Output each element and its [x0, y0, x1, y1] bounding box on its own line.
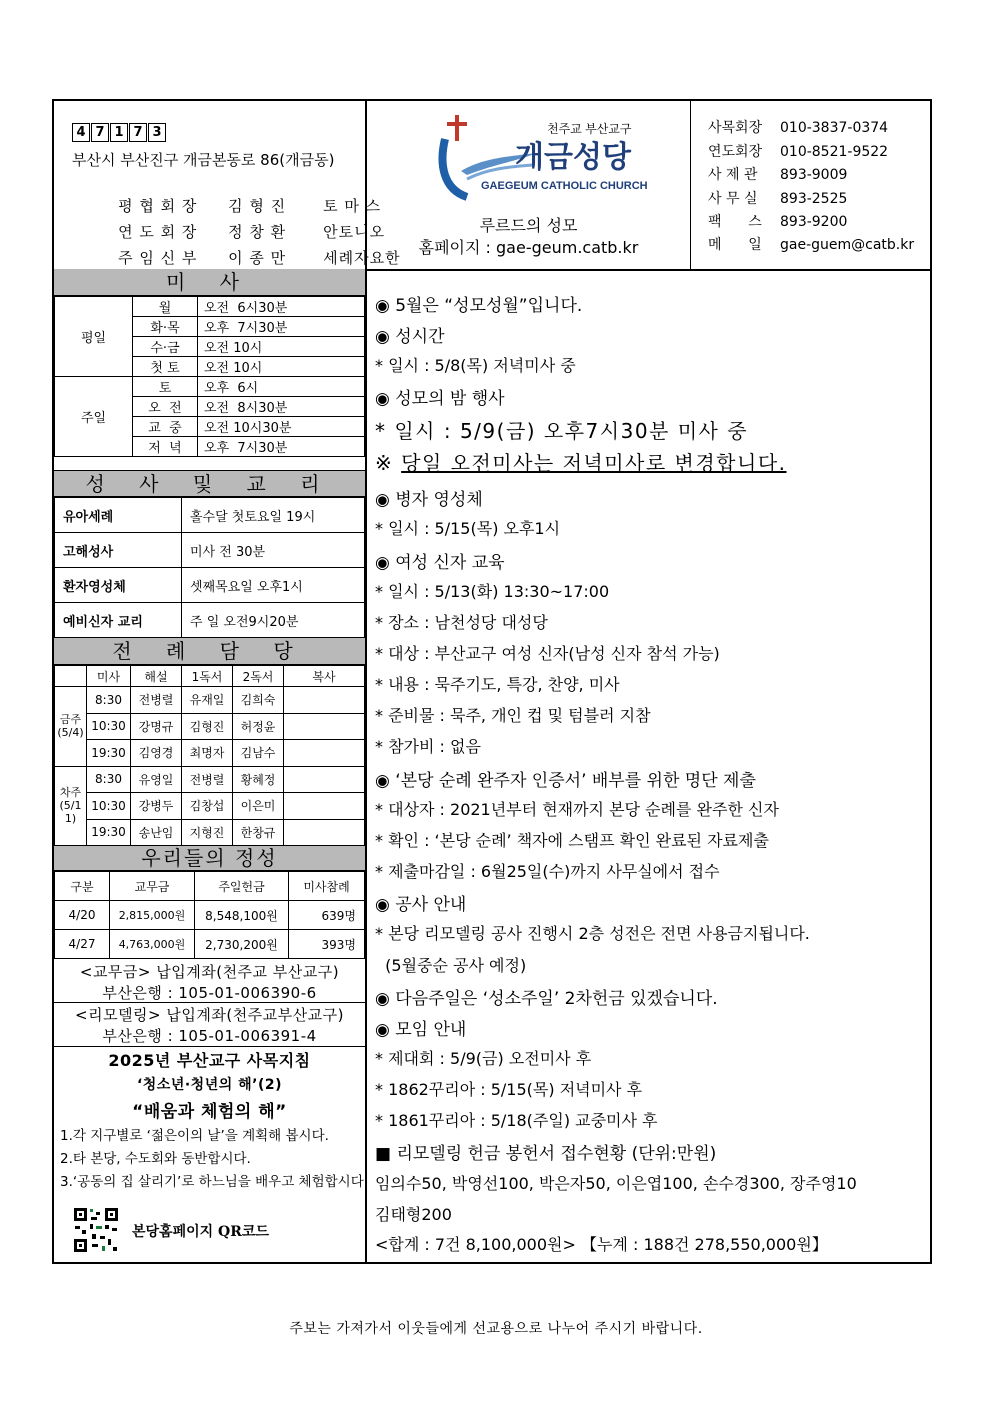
- notice-item: * 대상 : 부산교구 여성 신자(남성 신자 참석 가능): [375, 644, 720, 663]
- notice-item: * 장소 : 남천성당 대성당: [375, 613, 548, 632]
- staff-row: 평 협 회 장 김 형 진 토 마 스: [118, 197, 382, 215]
- table-row: 4/20 2,815,000원 8,548,100원 639명: [55, 901, 365, 930]
- notice-item: * 1862꾸리아 : 5/15(목) 저녁미사 후: [375, 1080, 643, 1099]
- liturgy-group-label: 금주(5/4): [55, 687, 87, 767]
- notice-item: (5월중순 공사 예정): [375, 956, 527, 975]
- notice-heading: ◉ 성시간: [375, 327, 445, 347]
- list-item: 3.‘공동의 집 살리기’로 하느님을 배우고 체험합시다: [60, 1174, 364, 1190]
- notice-item: * 일시 : 5/8(목) 저녁미사 중: [375, 356, 576, 375]
- notice-item: * 1861꾸리아 : 5/18(주일) 교중미사 후: [375, 1111, 658, 1130]
- staff-row: 주 임 신 부 이 종 만 세례자요한: [118, 249, 401, 267]
- contact-row: 사 제 관 893-9009: [708, 167, 848, 183]
- notice-heading: ◉ 병자 영성체: [375, 490, 483, 510]
- contact-row: 메 일 gae-guem@catb.kr: [708, 237, 915, 253]
- guideline-motto: “배움과 체험의 해”: [132, 1102, 287, 1122]
- sacraments-table: 유아세례 홀수달 첫토요일 19시 고해성사 미사 전 30분 환자영성체 셋째목요일 오후1시 예비신자 교리 주 일 오전9시20분: [54, 497, 365, 638]
- notice-heading: ◉ 다음주일은 ‘성소주일’ 2차헌금 있겠습니다.: [375, 989, 718, 1009]
- notice-heading: ◉ 성모의 밤 행사: [375, 389, 505, 409]
- contact-row: 연도회장 010-8521-9522: [708, 144, 889, 160]
- notice-item: * 일시 : 5/13(화) 13:30~17:00: [375, 582, 610, 601]
- church-address: 부산시 부산진구 개금본동로 86(개금동): [72, 151, 335, 169]
- remodel-account-title: <리모델링> 납입계좌(천주교부산교구): [75, 1006, 344, 1024]
- mass-title: 미 사: [54, 269, 365, 296]
- guideline-list: [60, 1125, 364, 1194]
- notice-item: * 제대회 : 5/9(금) 오전미사 후: [375, 1049, 592, 1068]
- mass-table: 평일 월 오전 6시30분 화·목 오후 7시30분 수·금 오전 10시 첫 토 오전 10시 주일 토 오후 6시 오 전 오전 8시30분 교 중 오전 10시30분 저 녁 오후 7시30분: [54, 296, 365, 457]
- guideline-title: 2025년 부산교구 사목지침: [108, 1051, 311, 1070]
- notices-column: [367, 269, 930, 1262]
- contact-row: 팩 스 893-9200: [708, 214, 848, 230]
- notice-item: * 제출마감일 : 6월25일(수)까지 사무실에서 접수: [375, 862, 720, 881]
- notice-item: * 일시 : 5/15(목) 오후1시: [375, 519, 561, 538]
- remodel-account-number: 부산은행 : 105-01-006391-4: [102, 1027, 317, 1045]
- table-row: 19:30 송난임 지형진 한창규: [55, 819, 365, 846]
- table-row: 19:30 김영경 최명자 김남수: [55, 740, 365, 767]
- left-column: [54, 269, 367, 1262]
- zip-digit: 3: [148, 123, 166, 142]
- table-row: 4/27 4,763,000원 2,730,200원 393명: [55, 930, 365, 959]
- notice-item: 임의수50, 박영선100, 박은자50, 이은엽100, 손수경300, 장주영10: [375, 1174, 857, 1193]
- homepage-link[interactable]: 홈페이지 : gae-geum.catb.kr: [418, 238, 639, 257]
- notice-item: <합계 : 7건 8,100,000원> 【누계 : 188건 278,550,000원】: [375, 1235, 828, 1254]
- svg-text:GAEGEUM CATHOLIC CHURCH: GAEGEUM CATHOLIC CHURCH: [481, 180, 648, 192]
- svg-text:천주교 부산교구: 천주교 부산교구: [547, 122, 632, 136]
- svg-text:개금성당: 개금성당: [515, 140, 631, 175]
- notice-heading: ◉ 모임 안내: [375, 1020, 467, 1040]
- zip-digit: 1: [110, 123, 128, 142]
- offerings-title: 우리들의 정성: [54, 845, 365, 871]
- qr-label: 본당홈페이지 QR코드: [132, 1224, 269, 1240]
- list-item: 1.각 지구별로 ‘젊은이의 날’을 계획해 봅시다.: [60, 1128, 329, 1144]
- header-logo-block: [367, 101, 691, 269]
- contact-block: [691, 101, 930, 269]
- patron-name: 루르드의 성모: [479, 216, 578, 235]
- zipcode: [72, 123, 166, 142]
- staff-row: 연 도 회 장 정 창 환 안토니오: [118, 223, 386, 241]
- notice-heading: ◉ 여성 신자 교육: [375, 553, 505, 573]
- zip-digit: 7: [129, 123, 147, 142]
- tithe-account-title: <교무금> 납입계좌(천주교 부산교구): [79, 963, 340, 981]
- table-row: 차주(5/11) 8:30 유영일 전병렬 황혜정: [55, 766, 365, 793]
- list-item: 2.타 본당, 수도회와 동반합시다.: [60, 1151, 251, 1167]
- notice-heading: ◉ ‘본당 순례 완주자 인증서’ 배부를 위한 명단 제출: [375, 771, 756, 791]
- liturgy-table: 미사 해설 1독서 2독서 복사 금주(5/4) 8:30 전병렬 유재일 김희숙 10:30 강명규 김형진 허정윤 19:30 김영경 최명자 김남수 차주(5/11) 8:30 유영일 전병렬 황혜정 10:30 강병두 김창섭 이은미 19:30 송난임 지형진 한창규: [54, 665, 365, 846]
- notice-item: [375, 447, 787, 476]
- notice-item: * 준비물 : 묵주, 개인 컵 및 텀블러 지참: [375, 706, 651, 725]
- zip-digit: 4: [72, 123, 90, 142]
- notice-item: * 확인 : ‘본당 순례’ 책자에 스탬프 확인 완료된 자료제출: [375, 831, 769, 850]
- notice-item: * 대상자 : 2021년부터 현재까지 본당 순례를 완주한 신자: [375, 800, 779, 819]
- header: [54, 101, 930, 271]
- notice-item: 김태형200: [375, 1205, 452, 1224]
- table-row: 금주(5/4) 8:30 전병렬 유재일 김희숙: [55, 687, 365, 714]
- qr-code-icon[interactable]: [72, 1206, 120, 1254]
- notice-heading: ■ 리모델링 헌금 봉헌서 접수현황 (단위:만원): [375, 1144, 717, 1164]
- offerings-table: 구분 교무금 주일헌금 미사참례 4/20 2,815,000원 8,548,100원 639명 4/27 4,763,000원 2,730,200원 393명: [54, 871, 365, 959]
- notice-heading: ◉ 공사 안내: [375, 895, 467, 915]
- notice-item: * 참가비 : 없음: [375, 737, 481, 756]
- contact-row: 사목회장 010-3837-0374: [708, 120, 889, 136]
- notice-emphasis: 당일 오전미사는 저녁미사로 변경합니다.: [401, 451, 787, 475]
- tithe-account-number: 부산은행 : 105-01-006390-6: [102, 984, 317, 1002]
- notice-heading: ◉ 5월은 “성모성월”입니다.: [375, 296, 583, 316]
- mass-weekday-label: 평일: [55, 297, 133, 377]
- sacraments-title: 성 사 및 교 리: [54, 470, 365, 497]
- notice-item: * 일시 : 5/9(금) 오후7시30분 미사 중: [375, 419, 749, 443]
- table-row: 10:30 강병두 김창섭 이은미: [55, 793, 365, 820]
- church-logo: [437, 109, 677, 209]
- liturgy-group-label: 차주(5/11): [55, 766, 87, 846]
- notice-prefix: ※: [375, 451, 402, 475]
- guideline-subtitle: ‘청소년·청년의 해’(2): [136, 1077, 283, 1093]
- liturgy-title: 전 례 담 당: [54, 637, 365, 665]
- zip-digit: 7: [91, 123, 109, 142]
- contact-row: 사 무 실 893-2525: [708, 191, 848, 207]
- footer-note: 주보는 가져가서 이웃들에게 선교용으로 나누어 주시기 바랍니다.: [289, 1321, 703, 1337]
- notice-item: * 본당 리모델링 공사 진행시 2층 성전은 전면 사용금지됩니다.: [375, 924, 810, 943]
- notice-item: * 내용 : 묵주기도, 특강, 찬양, 미사: [375, 675, 620, 694]
- header-address-block: [54, 101, 401, 269]
- bulletin-frame: [52, 99, 932, 1264]
- table-row: 10:30 강명규 김형진 허정윤: [55, 713, 365, 740]
- mass-sunday-label: 주일: [55, 377, 133, 457]
